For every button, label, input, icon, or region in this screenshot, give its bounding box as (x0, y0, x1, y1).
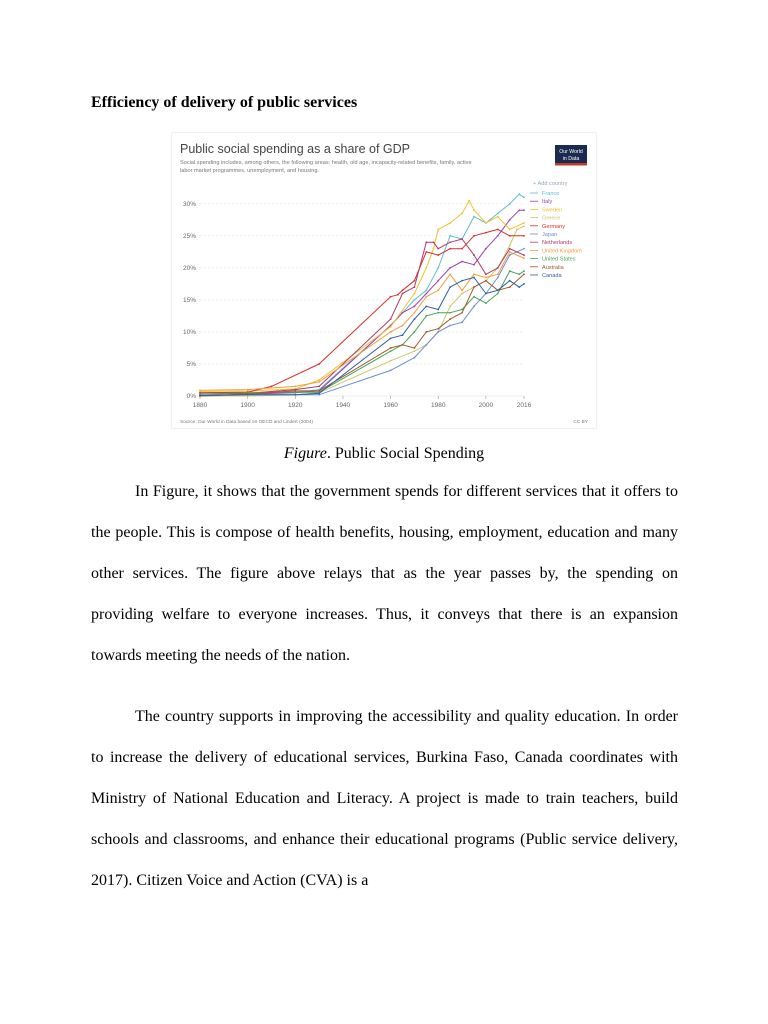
y-tick-label: 30% (182, 200, 196, 208)
data-point-united-states (523, 270, 525, 272)
data-point-canada (425, 305, 427, 307)
legend-label-italy[interactable]: Italy (542, 199, 553, 206)
data-point-australia (523, 273, 525, 275)
data-point-germany (523, 235, 525, 237)
data-point-united-states (485, 302, 487, 304)
data-point-japan (414, 357, 416, 359)
data-point-canada (247, 394, 249, 396)
data-point-australia (414, 347, 416, 349)
data-point-united-states (449, 312, 451, 314)
page-heading: Efficiency of delivery of public services (91, 94, 358, 111)
data-point-italy (402, 312, 404, 314)
data-point-canada (485, 293, 487, 295)
data-point-netherlands (390, 318, 392, 320)
data-point-united-kingdom (390, 331, 392, 333)
data-point-canada (461, 280, 463, 282)
data-point-japan (473, 305, 475, 307)
chart-subtitle-line-1: Social spending includes, among others, the following areas: health, old age, incapacity-related benefits, family, active (180, 160, 472, 166)
y-tick-label: 0% (186, 393, 196, 400)
data-point-japan (449, 325, 451, 327)
legend-label-greece[interactable]: Greece (542, 215, 561, 222)
x-axis-ticks (193, 396, 532, 409)
data-point-netherlands (318, 385, 320, 387)
y-tick-label: 15% (182, 296, 196, 304)
data-point-italy (425, 293, 427, 295)
data-point-united-states (461, 309, 463, 311)
data-point-germany (318, 363, 320, 365)
data-point-germany (437, 254, 439, 256)
data-point-canada (449, 286, 451, 288)
data-point-france (437, 267, 439, 269)
data-point-italy (518, 209, 520, 211)
data-point-france (414, 299, 416, 301)
data-point-sweden (523, 222, 525, 224)
x-tick-label: 1900 (240, 402, 255, 409)
data-point-italy (461, 261, 463, 263)
data-point-greece (509, 245, 511, 247)
data-point-france (509, 203, 511, 205)
logo-line-1: Our World (559, 149, 583, 155)
data-point-united-kingdom (414, 312, 416, 314)
data-point-japan (509, 254, 511, 256)
data-point-germany (425, 251, 427, 253)
data-point-sweden (468, 200, 470, 202)
data-point-japan (425, 344, 427, 346)
data-point-united-kingdom (402, 325, 404, 327)
data-point-australia (318, 390, 320, 392)
x-tick-label: 2016 (516, 402, 532, 409)
caption-title: . Public Social Spending (326, 445, 485, 462)
chart-license: CC BY (573, 420, 588, 425)
series-line-australia (200, 274, 524, 396)
data-point-italy (523, 209, 525, 211)
paragraph-2: The country supports in improving the accessibility and quality education. In order to increase the delivery of educational services, Burkina Faso, Canada coordinates with Ministry of National Education and Literacy. A project is made to train teachers, build schools and classrooms, and enhance their educational programs (Public service delivery, 2017). Citizen Voice and Action (CVA) is a (91, 708, 678, 889)
data-point-germany (414, 280, 416, 282)
data-point-france (473, 216, 475, 218)
data-point-netherlands (449, 241, 451, 243)
data-point-netherlands (473, 254, 475, 256)
data-point-sweden (425, 267, 427, 269)
data-point-germany (485, 232, 487, 234)
x-tick-label: 2000 (478, 402, 494, 409)
data-point-germany (497, 229, 499, 231)
data-point-netherlands (497, 267, 499, 269)
data-point-united-kingdom (437, 289, 439, 291)
data-point-united-kingdom (485, 277, 487, 279)
data-point-australia (425, 331, 427, 333)
data-point-canada (497, 289, 499, 291)
y-tick-label: 10% (182, 328, 196, 336)
chart-subtitle-line-2: labor market programmes, unemployment, and housing. (180, 168, 319, 174)
series-line-germany (200, 229, 524, 392)
data-point-united-kingdom (461, 289, 463, 291)
data-point-netherlands (402, 293, 404, 295)
data-point-greece (461, 293, 463, 295)
legend-label-germany[interactable]: Germany (542, 223, 566, 230)
data-point-germany (390, 296, 392, 298)
data-point-canada (318, 393, 320, 395)
data-point-united-states (414, 331, 416, 333)
legend-label-sweden[interactable]: Sweden (542, 207, 563, 214)
data-point-germany (449, 248, 451, 250)
data-point-sweden (449, 222, 451, 224)
data-point-united-kingdom (523, 257, 525, 259)
data-point-japan (461, 321, 463, 323)
data-point-france (518, 193, 520, 195)
figure-caption (0, 445, 768, 463)
data-point-france (523, 197, 525, 199)
y-tick-label: 5% (186, 360, 196, 368)
data-point-australia (473, 286, 475, 288)
data-point-italy (473, 264, 475, 266)
data-point-sweden (433, 248, 435, 250)
chart-legend (530, 191, 582, 279)
data-point-netherlands (437, 248, 439, 250)
x-tick-label: 1980 (431, 402, 446, 409)
chart-title: Public social spending as a share of GDP (180, 142, 410, 156)
data-point-sweden (437, 229, 439, 231)
data-point-united-kingdom (247, 389, 249, 391)
data-point-greece (516, 229, 518, 231)
data-point-greece (523, 225, 525, 227)
data-point-france (497, 213, 499, 215)
data-point-canada (199, 394, 201, 396)
y-tick-label: 20% (182, 264, 196, 272)
data-point-italy (497, 235, 499, 237)
legend-label-netherlands[interactable]: Netherlands (542, 240, 573, 247)
data-point-sweden (509, 229, 511, 231)
paragraph-1: In Figure, it shows that the government spends for different services that it offers to the people. This is compose of health benefits, housing, employment, education and many other services. The figure above relays that as the year passes by, the spending on providing welfare to everyone increases. Thus, it conveys that there is an expansion towards meeting the needs of the nation. (91, 483, 678, 664)
data-point-united-kingdom (497, 273, 499, 275)
data-point-canada (390, 337, 392, 339)
x-tick-label: 1960 (383, 402, 398, 409)
data-point-germany (509, 235, 511, 237)
data-point-sweden (390, 326, 392, 328)
x-tick-label: 1920 (288, 402, 303, 409)
line-chart (172, 133, 596, 428)
data-point-united-states (437, 312, 439, 314)
data-point-sweden (485, 222, 487, 224)
data-point-netherlands (425, 241, 427, 243)
data-point-germany (461, 248, 463, 250)
data-point-canada (402, 334, 404, 336)
data-point-australia (437, 328, 439, 330)
logo-line-2: in Data (562, 156, 580, 162)
data-point-united-states (497, 293, 499, 295)
data-point-netherlands (509, 248, 511, 250)
legend-label-france[interactable]: France (542, 191, 560, 197)
data-point-greece (414, 350, 416, 352)
data-point-sweden (497, 216, 499, 218)
data-point-united-states (518, 273, 520, 275)
data-point-united-states (390, 350, 392, 352)
data-point-united-kingdom (199, 389, 201, 391)
y-tick-label: 25% (182, 232, 196, 240)
chart-series (199, 193, 525, 397)
data-point-germany (397, 294, 399, 296)
data-point-germany (271, 385, 273, 387)
legend-label-australia[interactable]: Australia (542, 264, 564, 271)
data-point-australia (509, 286, 511, 288)
legend-label-united-kingdom[interactable]: United Kingdom (542, 248, 582, 255)
data-point-canada (523, 283, 525, 285)
add-country-button[interactable]: + Add country (533, 181, 568, 187)
owid-logo (555, 145, 587, 166)
data-point-sweden (414, 293, 416, 295)
data-point-united-kingdom (449, 273, 451, 275)
data-point-germany (473, 235, 475, 237)
data-point-greece (449, 305, 451, 307)
data-point-canada (509, 280, 511, 282)
data-point-france (425, 289, 427, 291)
data-point-canada (518, 286, 520, 288)
data-point-united-states (425, 315, 427, 317)
data-point-netherlands (414, 286, 416, 288)
data-point-canada (437, 309, 439, 311)
data-point-united-states (473, 296, 475, 298)
data-point-japan (523, 248, 525, 250)
data-point-netherlands (485, 273, 487, 275)
legend-label-united-states[interactable]: United States (542, 256, 576, 263)
series-line-united-kingdom (200, 252, 524, 390)
data-point-germany (402, 289, 404, 291)
data-point-united-kingdom (425, 296, 427, 298)
data-point-italy (414, 305, 416, 307)
caption-figure-word: Figure (283, 445, 327, 462)
chart-source: Source: Our World in Data based on OECD and Lindert (2004) (180, 420, 313, 425)
data-point-netherlands (523, 254, 525, 256)
data-point-sweden (461, 213, 463, 215)
chart-figure (172, 133, 596, 428)
data-point-australia (294, 390, 296, 392)
data-point-japan (437, 331, 439, 333)
data-point-canada (414, 318, 416, 320)
data-point-italy (437, 280, 439, 282)
data-point-italy (449, 267, 451, 269)
data-point-france (449, 235, 451, 237)
data-point-japan (390, 369, 392, 371)
legend-label-japan[interactable]: Japan (542, 232, 558, 238)
data-point-canada (294, 394, 296, 396)
series-line-united-states (200, 271, 524, 394)
data-point-australia (461, 312, 463, 314)
data-point-italy (485, 248, 487, 250)
x-tick-label: 1940 (335, 402, 351, 409)
y-axis-ticks (183, 201, 196, 400)
x-tick-label: 1880 (192, 402, 208, 409)
data-point-united-states (509, 270, 511, 272)
data-point-japan (497, 277, 499, 279)
data-point-united-kingdom (318, 381, 320, 383)
data-point-australia (449, 318, 451, 320)
series-line-sweden (200, 201, 524, 392)
data-point-greece (390, 360, 392, 362)
data-point-italy (509, 219, 511, 221)
series-line-france (200, 194, 524, 393)
series-line-canada (200, 278, 524, 396)
data-point-australia (402, 344, 404, 346)
data-point-united-kingdom (473, 273, 475, 275)
data-point-netherlands (433, 241, 435, 243)
data-point-united-kingdom (509, 251, 511, 253)
data-point-australia (390, 347, 392, 349)
data-point-united-kingdom (294, 385, 296, 387)
legend-label-canada[interactable]: Canada (542, 273, 562, 279)
data-point-sweden (473, 209, 475, 211)
data-point-netherlands (461, 238, 463, 240)
series-line-greece (200, 226, 524, 396)
data-point-canada (473, 277, 475, 279)
data-point-australia (485, 280, 487, 282)
data-point-sweden (318, 379, 320, 381)
